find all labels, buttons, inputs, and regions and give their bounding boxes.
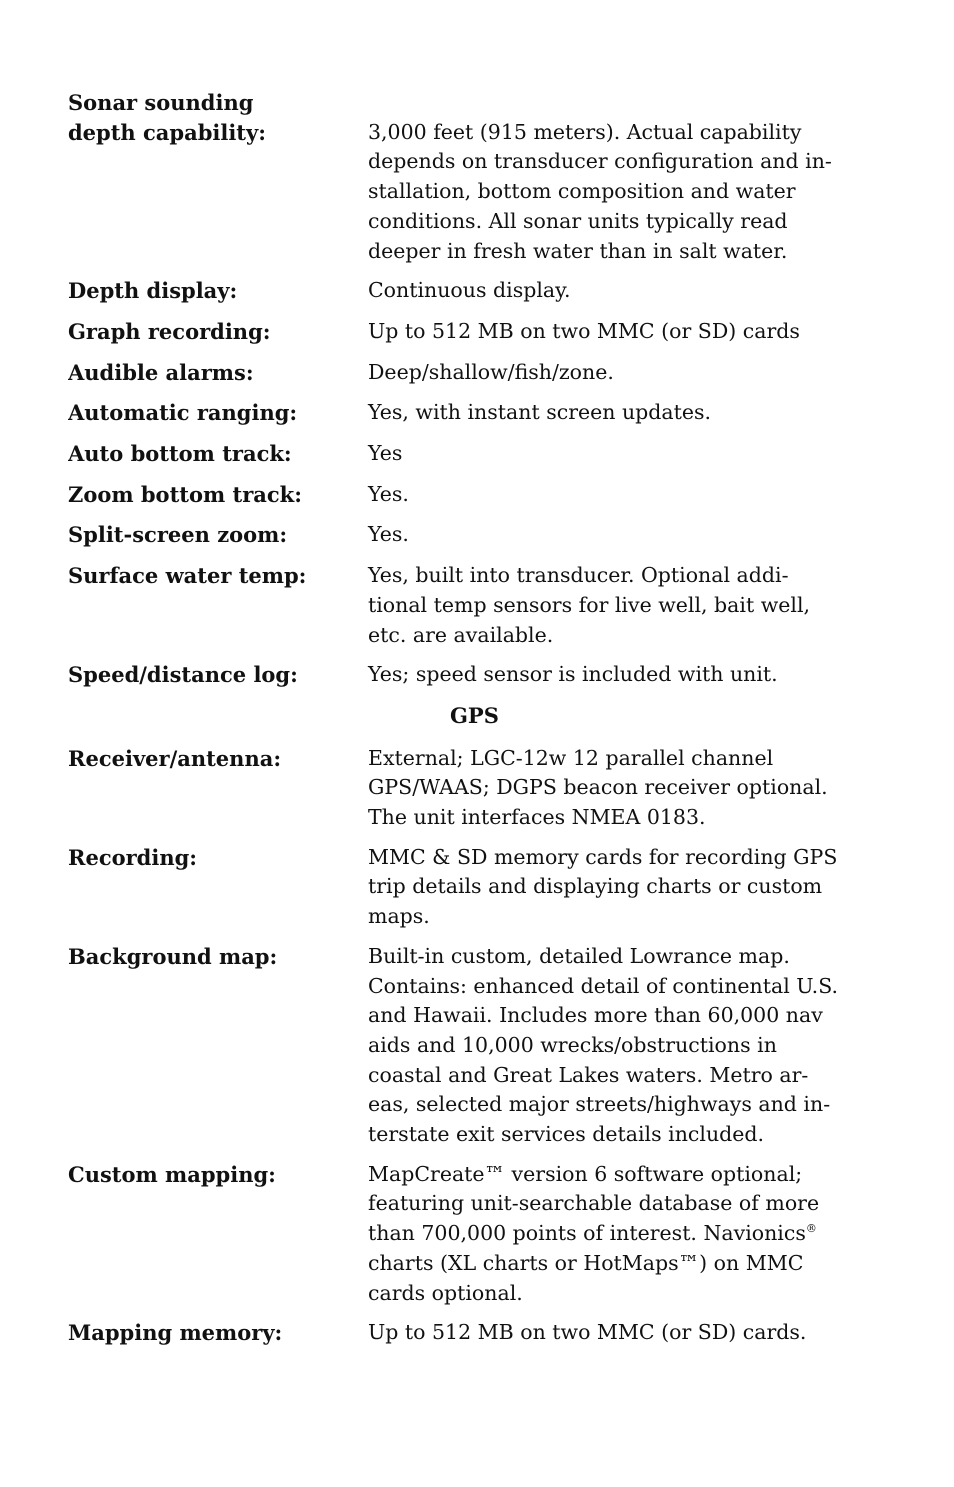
spec-label: depth capability: xyxy=(68,119,266,145)
spec-label-block xyxy=(68,88,368,148)
spec-value: External; LGC-12w 12 parallel channel GPS/WAAS; DGPS beacon receiver optional. The unit interfaces NMEA 0183. xyxy=(368,745,828,830)
spec-row-speed-distance-log xyxy=(68,660,898,691)
spec-value: Yes. xyxy=(368,522,409,547)
spec-value: Deep/shallow/fish/zone. xyxy=(368,359,614,384)
spec-row-surface-water-temp xyxy=(68,561,898,650)
spec-value: MMC & SD memory cards for recording GPS trip details and displaying charts or custom maps. xyxy=(368,844,838,929)
section-title-gps: GPS xyxy=(450,702,499,728)
spec-sheet xyxy=(68,88,898,1349)
spec-value: Yes; speed sensor is included with unit. xyxy=(368,662,778,687)
spec-value: Up to 512 MB on two MMC (or SD) cards. xyxy=(368,1320,807,1345)
spec-row-background-map xyxy=(68,942,898,1150)
spec-label: Sonar sounding xyxy=(68,90,254,115)
spec-value: Up to 512 MB on two MMC (or SD) cards xyxy=(368,318,800,343)
spec-label: Automatic ranging: xyxy=(68,400,298,426)
spec-label: Zoom bottom track: xyxy=(68,481,302,507)
spec-value: Yes, with instant screen updates. xyxy=(368,400,712,425)
spec-label: Receiver/antenna: xyxy=(68,745,282,771)
spec-row-auto-bottom-track xyxy=(68,439,898,470)
spec-row-split-screen-zoom xyxy=(68,520,898,551)
spec-value: Yes xyxy=(368,441,403,466)
spec-label: Mapping memory: xyxy=(68,1320,283,1346)
spec-label: Audible alarms: xyxy=(68,359,254,385)
spec-label: Background map: xyxy=(68,943,278,969)
spec-value: 3,000 feet (915 meters). Actual capability depends on transducer configuration and in- stallation, bottom composition and water conditions. All sonar units typically read deeper in fresh water than in salt water. xyxy=(368,119,832,263)
spec-label: Recording: xyxy=(68,844,198,870)
spec-label: Auto bottom track: xyxy=(68,441,292,467)
spec-row-automatic-ranging xyxy=(68,398,898,429)
spec-row-zoom-bottom-track xyxy=(68,480,898,511)
spec-row-audible-alarms xyxy=(68,358,898,389)
registered-mark: ® xyxy=(805,1222,817,1236)
spec-row-sonar-depth xyxy=(68,88,898,266)
spec-row-depth-display xyxy=(68,276,898,307)
spec-row-receiver-antenna xyxy=(68,744,898,833)
spec-value: Yes, built into transducer. Optional addi- tional temp sensors for live well, bait well, etc. are available. xyxy=(368,563,811,647)
spec-value: MapCreate™ version 6 software optional; featuring unit-searchable database of more than 700,000 points of interest. Navionics® charts (XL charts or HotMaps™) on MMC cards optional. xyxy=(368,1161,820,1305)
spec-label: Depth display: xyxy=(68,278,238,304)
spec-row-recording xyxy=(68,843,898,932)
spec-row-mapping-memory xyxy=(68,1318,898,1349)
spec-value: Yes. xyxy=(368,481,409,506)
spec-label: Graph recording: xyxy=(68,318,271,344)
spec-label: Surface water temp: xyxy=(68,563,307,589)
spec-row-custom-mapping xyxy=(68,1160,898,1309)
spec-row-graph-recording xyxy=(68,317,898,348)
spec-label: Split-screen zoom: xyxy=(68,522,288,548)
spec-value: Built-in custom, detailed Lowrance map. Contains: enhanced detail of continental U.S. and Hawaii. Includes more than 60,000 nav aids and 10,000 wrecks/obstructions in coastal and Great Lakes waters. Metro ar- eas, selected major streets/highways and in- terstate exit services details included. xyxy=(368,943,839,1147)
spec-label: Speed/distance log: xyxy=(68,662,298,688)
spec-value: Continuous display. xyxy=(368,278,571,303)
spec-label: Custom mapping: xyxy=(68,1161,276,1187)
